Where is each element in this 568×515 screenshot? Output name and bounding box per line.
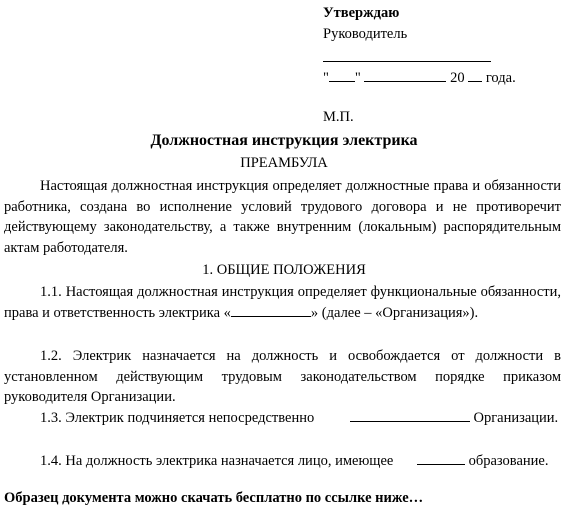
preamble-text: Настоящая должностная инструкция определяет должностные права и обязанности работника, создана во исполнение условий трудового договора и не противоречит действующему законодательству, а также внутренним (локальным) распорядительным актам работодателя.	[4, 178, 561, 256]
clause-1-4-text-before: 1.4. На должность электрика назначается лицо, имеющее	[40, 453, 394, 469]
section-general-heading: 1. ОБЩИЕ ПОЛОЖЕНИЯ	[202, 262, 366, 278]
preamble-heading: ПРЕАМБУЛА	[240, 155, 328, 171]
download-note: Образец документа можно скачать бесплатно по ссылке ниже…	[4, 490, 424, 506]
year-blank	[468, 69, 482, 82]
clause-1-3	[4, 408, 561, 429]
signature-line	[323, 53, 491, 62]
year-prefix: 20	[450, 70, 465, 86]
day-blank	[329, 69, 355, 82]
supervisor-blank	[350, 409, 470, 422]
date-quote-close: "	[354, 70, 361, 86]
month-blank	[364, 69, 446, 82]
document-title: Должностная инструкция электрика	[150, 132, 418, 149]
approval-block	[323, 3, 553, 89]
clause-1-4	[4, 451, 561, 472]
clause-1-2: 1.2. Электрик назначается на должность и освобождается от должности в установленном действующим трудовым законодательством порядке приказом руководителя Организации.	[4, 348, 561, 405]
stamp-placeholder: М.П.	[323, 109, 354, 125]
approval-title: Утверждаю	[323, 5, 400, 21]
approval-date	[323, 68, 553, 89]
clause-1-1-text-after: » (далее – «Организация»).	[310, 304, 479, 321]
clause-1-1	[4, 282, 561, 323]
clause-1-3-text-after: Организации.	[473, 410, 559, 426]
education-blank	[417, 452, 465, 465]
clause-1-3-text-before: 1.3. Электрик подчиняется непосредственно	[40, 410, 315, 426]
date-quote-open: "	[323, 70, 329, 86]
organization-name-blank	[231, 304, 311, 317]
clause-1-1-text-before: 1.1. Настоящая должностная инструкция определяет функциональные обязанности, права и ответственность электрика «	[4, 284, 561, 321]
year-suffix: года.	[485, 70, 516, 86]
approval-position: Руководитель	[323, 26, 408, 42]
clause-1-4-text-after: образование.	[468, 453, 549, 469]
